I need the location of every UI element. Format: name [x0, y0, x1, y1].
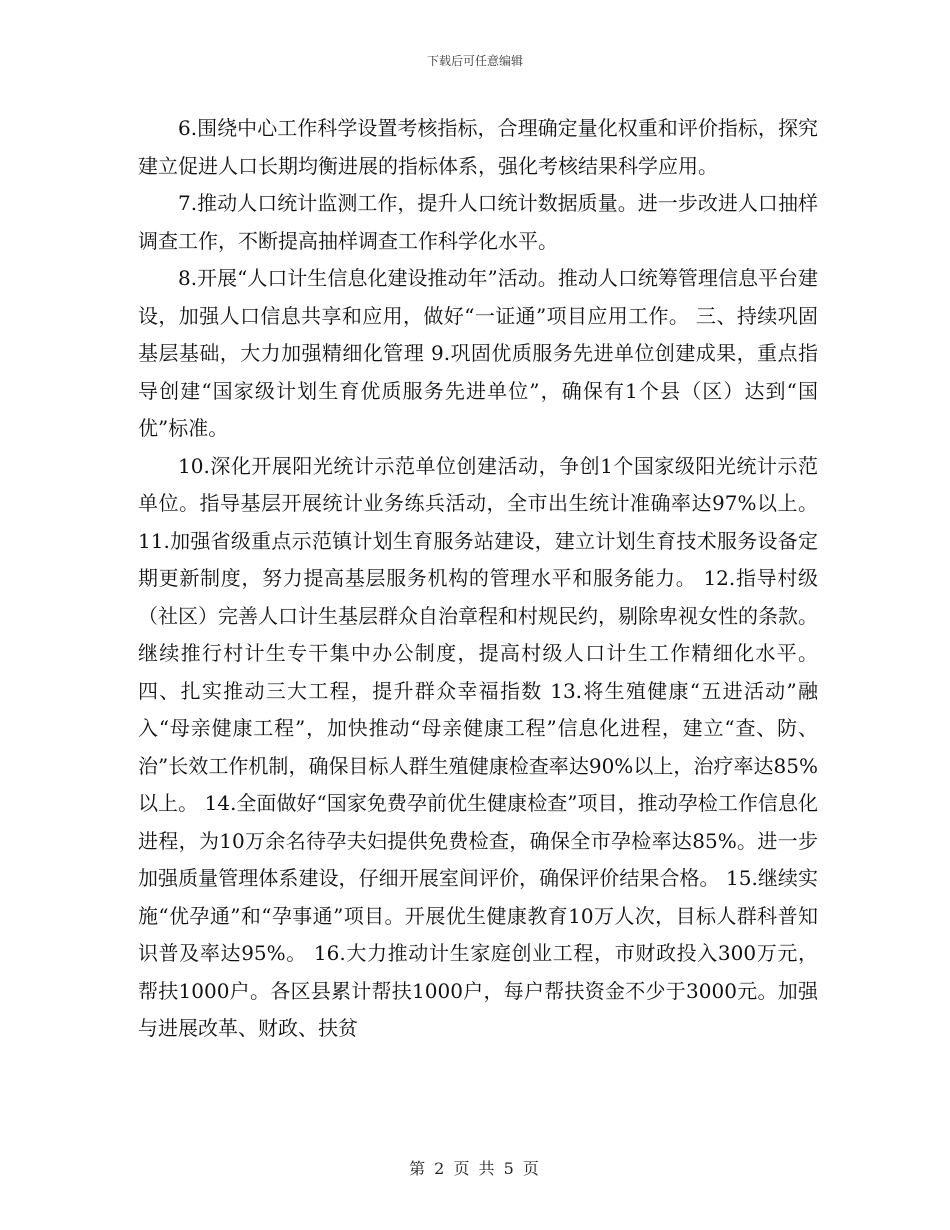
- paragraph-8: 8.开展“人口计生信息化建设推动年”活动。推动人口统筹管理信息平台建设，加强人口信息共享和应用，做好“一证通”项目应用工作。 三、持续巩固基层基础，大力加强精细化管理 9.巩固优质服务先进单位创建成果，重点指导创建“国家级计划生育优质服务先进单位”，确保有1个县（区）达到“国优”标准。: [138, 266, 818, 440]
- page-number: 第 2 页 共 5 页: [409, 1159, 541, 1178]
- paragraph-6: 6.围绕中心工作科学设置考核指标，合理确定量化权重和评价指标，探究建立促进人口长期均衡进展的指标体系，强化考核结果科学应用。: [138, 116, 818, 178]
- paragraph-7: 7.推动人口统计监测工作，提升人口统计数据质量。进一步改进人口抽样调查工作，不断提高抽样调查工作科学化水平。: [138, 191, 818, 253]
- paragraph-10: 10.深化开展阳光统计示范单位创建活动，争创1个国家级阳光统计示范单位。指导基层开展统计业务练兵活动，全市出生统计准确率达97%以上。 11.加强省级重点示范镇计划生育服务站建设，建立计划生育技术服务设备定期更新制度，努力提高基层服务机构的管理水平和服务能力。 12.指导村级（社区）完善人口计生基层群众自治章程和村规民约，剔除卑视女性的条款。继续推行村计生专干集中办公制度，提高村级人口计生工作精细化水平。 四、扎实推动三大工程，提升群众幸福指数 13.将生殖健康“五进活动”融入“母亲健康工程”，加快推动“母亲健康工程”信息化进程，建立“查、防、治”长效工作机制，确保目标人群生殖健康检查率达90%以上，治疗率达85%以上。 14.全面做好“国家免费孕前优生健康检查”项目，推动孕检工作信息化进程，为10万余名待孕夫妇提供免费检查，确保全市孕检率达85%。进一步加强质量管理体系建设，仔细开展室间评价，确保评价结果合格。 15.继续实施“优孕通”和“孕事通”项目。开展优生健康教育10万人次，目标人群科普知识普及率达95%。 16.大力推动计生家庭创业工程，市财政投入300万元，帮扶1000户。各区县累计帮扶1000户，每户帮扶资金不少于3000元。加强与进展改革、财政、扶贫: [138, 453, 818, 1040]
- page-header: 下载后可任意编辑: [426, 54, 523, 68]
- document-body: [138, 110, 818, 1048]
